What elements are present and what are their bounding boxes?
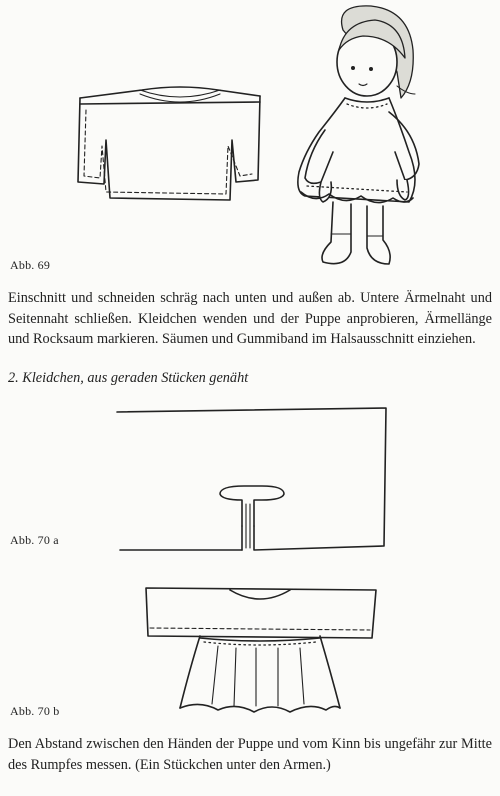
figure-caption-69: Abb. 69 [10,258,51,272]
dress-pattern-drawing [60,70,270,210]
section-heading-2: 2. Kleidchen, aus geraden Stücken genäht [8,370,249,386]
gathered-dress-drawing [140,578,380,718]
figure-caption-70a: Abb. 70 a [10,533,59,547]
doll-drawing [275,2,435,292]
figure-caption-70b: Abb. 70 b [10,704,60,718]
instruction-paragraph-2: Den Abstand zwischen den Händen der Puppe und vom Kinn bis ungefähr zur Mitte des Rumpfes messen. (Ein Stückchen unter den Armen.) [8,736,492,773]
fabric-rectangle-drawing [112,404,392,554]
instruction-paragraph-1: Einschnitt und schneiden schräg nach unten und außen ab. Untere Ärmelnaht und Seitennaht schließen. Kleidchen wenden und der Puppe anprobieren, Ärmellänge und Rocksaum markieren. Säumen und Gummiband im Halsausschnitt einziehen. [8,290,492,347]
